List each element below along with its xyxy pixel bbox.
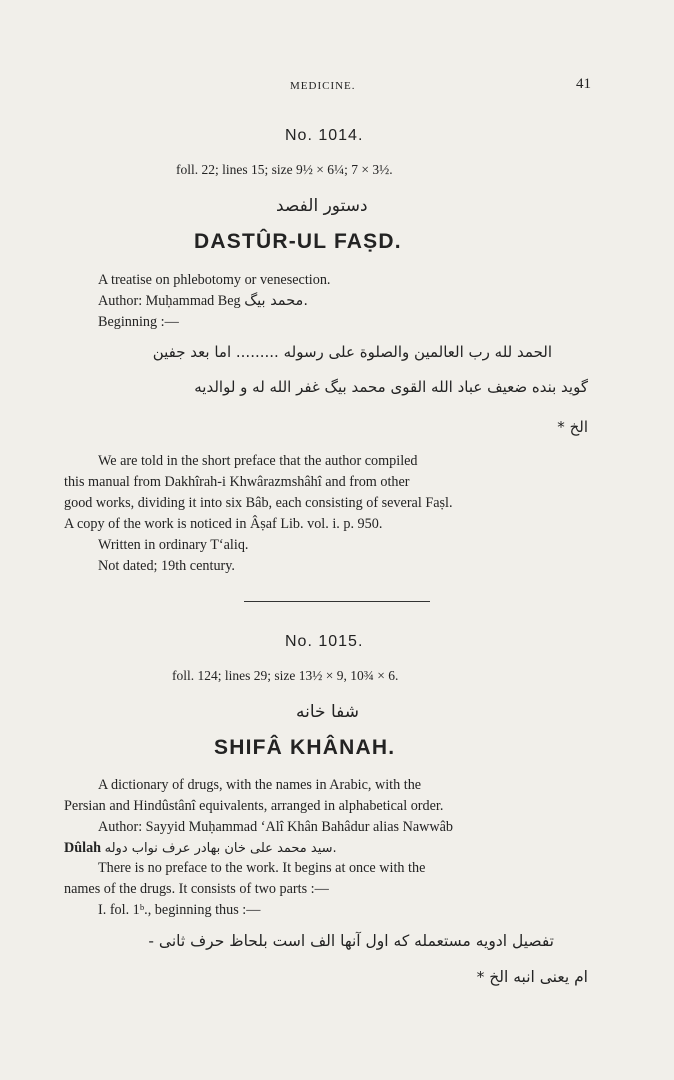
beginning-label-1014: Beginning :— [98,314,179,330]
para-1015-line-2: names of the drugs. It consists of two parts :— [64,881,329,897]
arabic-part-line-2: ام یعنی انبه الخ * [476,968,588,986]
dated-line: Not dated; 19th century. [98,558,235,574]
entry-title-1015: SHIFÂ KHÂNAH. [214,736,396,759]
page-number: 41 [576,76,591,92]
section-divider [244,601,430,602]
desc-line-1: A dictionary of drugs, with the names in Arabic, with the [98,777,422,793]
para-1015-line-1: There is no preface to the work. It begins at once with the [98,860,426,876]
author-line-1015-cont [64,840,337,857]
author-line-1014 [98,293,308,310]
folio-info-1014: foll. 22; lines 15; size 9½ × 6¼; 7 × 3½. [176,162,393,177]
entry-number-1014: No. 1014. [285,127,364,144]
author-name-end: Dûlah [64,840,102,856]
written-line: Written in ordinary T‘aliq. [98,537,249,553]
para-line-4: A copy of the work is noticed in Âṣaf Lib. vol. i. p. 950. [64,516,383,532]
entry-title-1014: DASTÛR-UL FAṢD. [194,230,402,253]
para-line-2: this manual from Dakhîrah-i Khwârazmshâhî and from other [64,474,410,490]
arabic-incipit-line-1: الحمد لله رب العالمین والصلوة علی رسوله ......... اما بعد جفین [152,343,552,361]
folio-info-1015: foll. 124; lines 29; size 13½ × 9, 10¾ × 6. [172,668,399,683]
para-line-3: good works, dividing it into six Bâb, each consisting of several Faṣl. [64,495,453,511]
entry-number-1015: No. 1015. [285,633,364,650]
author-arabic: محمد بیگ. [244,293,308,309]
running-title: MEDICINE. [290,80,356,92]
arabic-title-1015: شفا خانه [296,702,359,722]
arabic-part-line-1: تفصیل ادویه مستعمله که اول آنها الف است بلحاظ حرف ثانی - [148,932,554,950]
para-line-1: We are told in the short preface that the author compiled [98,453,418,469]
author-line-1015: Author: Sayyid Muḥammad ‘Alî Khân Bahâdur alias Nawwâb [98,819,454,835]
description-1014: A treatise on phlebotomy or venesection. [98,272,331,288]
arabic-incipit-line-2: گوید بنده ضعیف عباد الله القوی محمد بیگ غفر الله له و لوالدیه [194,378,588,396]
author-label: Author: Muḥammad Beg [98,293,241,309]
part-1-line: I. fol. 1ᵇ., beginning thus :— [98,902,261,918]
author-arabic-1015: سید محمد علی خان بهادر عرف نواب دوله. [104,841,337,856]
arabic-incipit-line-3: الخ * [557,418,588,436]
desc-line-2: Persian and Hindûstânî equivalents, arranged in alphabetical order. [64,798,444,814]
arabic-title-1014: دستور الفصد [276,196,368,216]
